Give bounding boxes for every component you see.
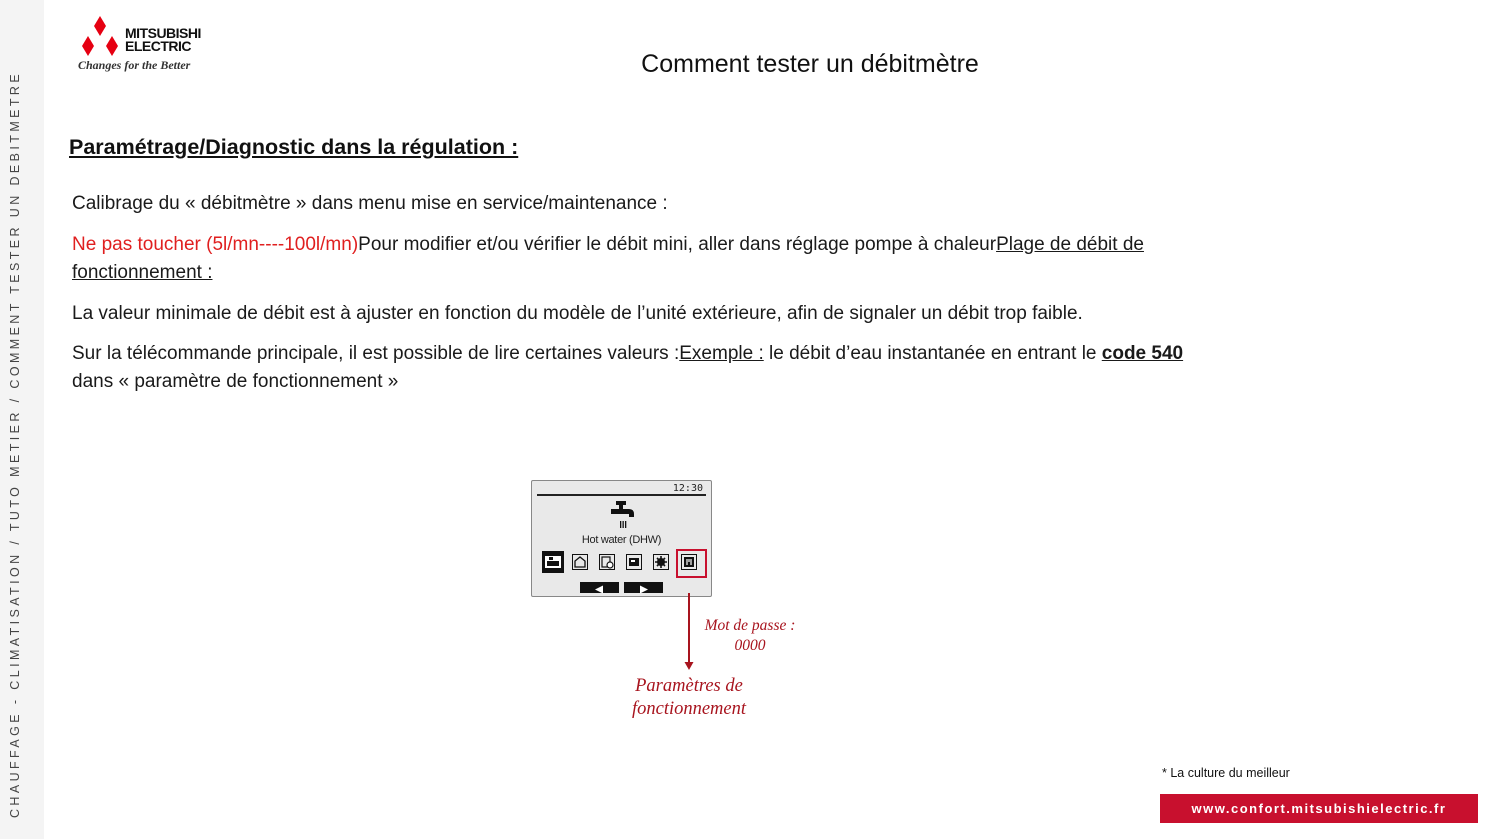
logo-tagline: Changes for the Better [78,58,191,72]
password-label: Mot de passe : [704,617,796,634]
sidebar-vertical-text: CHAUFFAGE - CLIMATISATION / TUTO METIER / COMMENT TESTER UN DEBITMETRE [8,70,22,818]
password-callout [690,616,810,656]
nav-right-button [624,582,663,593]
hot-water-menu-icon [542,551,564,573]
paragraph-calibration: Calibrage du « débitmètre » dans menu mise en service/maintenance : [72,193,668,214]
side-strip [0,0,44,839]
section-heading: Paramétrage/Diagnostic dans la régulation : [69,135,519,159]
screen-label: Hot water (DHW) [581,534,662,546]
example-label: Exemple : [679,343,764,364]
footnote: * La culture du meilleur [1162,766,1290,780]
screen-clock: 12:30 [672,483,703,494]
nav-left-button [580,582,619,593]
parameters-label-line1: Paramètres de [635,676,743,696]
gear-icon [653,554,669,570]
mitsubishi-logo [76,15,216,75]
warning-text: Ne pas toucher (5l/mn----100l/mn) [72,234,359,255]
paragraph-remote [72,340,1212,396]
water-tap-icon [607,499,637,531]
left-arrow-icon [580,584,619,595]
paragraph-min-value: La valeur minimale de débit est à ajuster en fonction du modèle de l’unité extérieure, afin de signaler un débit trop faible. [72,303,1083,324]
page-title: Comment tester un débitmètre [641,50,979,78]
logo-line2: ELECTRIC [125,38,191,54]
paragraph-flow-text: Pour modifier et/ou vérifier le débit mini, aller dans réglage pompe à chaleur [358,234,997,255]
parameters-callout [609,675,769,721]
logo-line1: MITSUBISHI [125,25,201,41]
paragraph-remote-text-c: dans « paramètre de fonctionnement » [72,371,399,392]
parameters-label-line2: fonctionnement [631,699,747,719]
website-link[interactable]: www.confort.mitsubishielectric.fr [1160,794,1478,823]
flow-range-link: Plage de débit de fonctionnement : [72,234,1144,283]
holiday-icon [626,554,642,570]
schedule-icon [599,554,615,570]
house-icon [572,554,588,570]
password-value: 0000 [734,637,766,654]
highlight-box [676,549,707,578]
screen-divider [537,494,706,496]
controller-screen [531,480,712,597]
three-diamonds-icon [77,15,123,57]
right-arrow-icon [624,584,663,595]
paragraph-flow-range [72,231,1212,287]
paragraph-remote-text-a: Sur la télécommande principale, il est possible de lire certaines valeurs : [72,343,680,364]
code-540: code 540 [1101,343,1184,364]
paragraph-remote-text-b: le débit d’eau instantanée en entrant le [763,343,1102,364]
